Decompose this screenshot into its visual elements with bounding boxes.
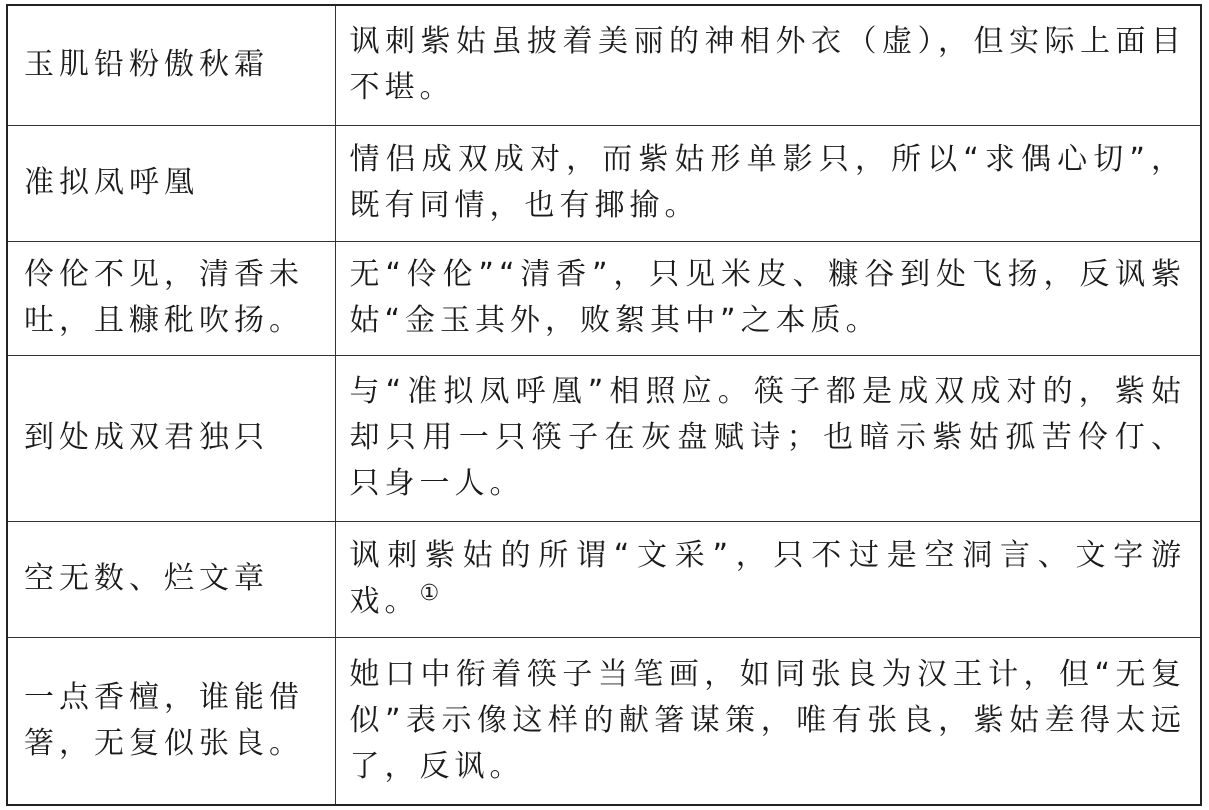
table-row	[7, 355, 1201, 521]
phrase-cell: 玉肌铅粉傲秋霜	[7, 5, 335, 125]
explanation-text: 讽刺紫姑的所谓“文采”，只不过是空洞言、文字游戏。	[349, 538, 1186, 619]
explanation-cell	[335, 355, 1201, 521]
explanation-text: 讽刺紫姑虽披着美丽的神相外衣（虚），但实际上面目不堪。	[349, 24, 1186, 106]
explanation-text: 情侣成双成对，而紫姑形单影只，所以“求偶心切”，既有同情，也有揶揄。	[349, 142, 1186, 223]
explanation-cell	[335, 125, 1201, 241]
footnote-marker: ①	[419, 581, 440, 606]
phrase-cell: 到处成双君独只	[7, 355, 335, 521]
explanation-text: 她口中衔着筷子当笔画，如同张良为汉王计，但“无复似”表示像这样的献箸谋策，唯有张良，紫姑差得太远了，反讽。	[349, 656, 1186, 784]
table-row	[7, 637, 1201, 805]
table-row	[7, 521, 1201, 637]
explanation-text: 无“伶伦”“清香”，只见米皮、糠谷到处飞扬，反讽紫姑“金玉其外，败絮其中”之本质。	[349, 257, 1186, 338]
phrase-cell: 一点香檀，谁能借箸，无复似张良。	[7, 637, 335, 805]
explanation-cell	[335, 5, 1201, 125]
table-row	[7, 241, 1201, 355]
explanation-text: 与“准拟凤呼凰”相照应。筷子都是成双成对的，紫姑却只用一只筷子在灰盘赋诗；也暗示紫姑孤苦伶仃、只身一人。	[349, 374, 1186, 501]
explanation-cell	[335, 637, 1201, 805]
phrase-cell: 空无数、烂文章	[7, 521, 335, 637]
table-row	[7, 5, 1201, 125]
phrase-cell: 伶伦不见，清香未吐，且糠秕吹扬。	[7, 241, 335, 355]
explanation-cell	[335, 241, 1201, 355]
annotation-table	[6, 4, 1202, 806]
annotation-table-container	[6, 4, 1202, 804]
phrase-cell: 准拟凤呼凰	[7, 125, 335, 241]
table-row	[7, 125, 1201, 241]
explanation-cell	[335, 521, 1201, 637]
